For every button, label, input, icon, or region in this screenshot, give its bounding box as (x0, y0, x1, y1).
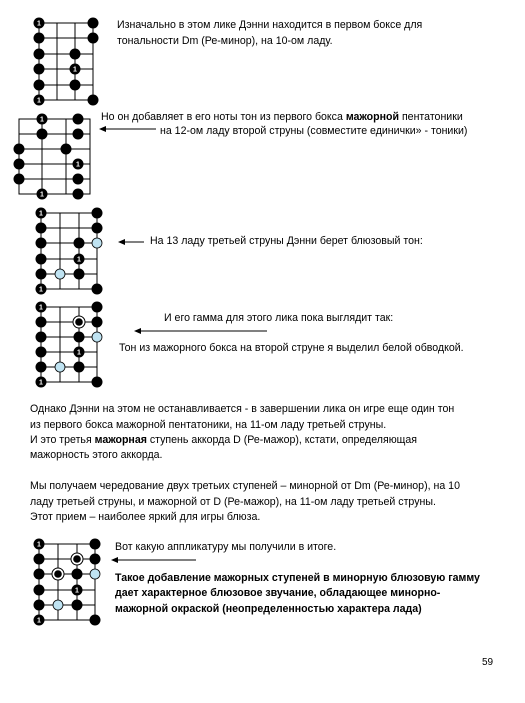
text-p2-line2: ладу третьей струны, и мажорной от D (Ре-мажор), на 11-ом ладу третьей струны. (30, 496, 436, 508)
svg-text:1: 1 (37, 20, 41, 28)
blue-note-dot (53, 600, 63, 610)
arrow-left-icon (110, 555, 198, 565)
text-b4-line1: И его гамма для этого лика пока выглядит так: (164, 312, 394, 324)
fretboard-diagram-5 (26, 535, 106, 630)
blue-note-dot (92, 332, 102, 342)
blue-note-dot (55, 269, 65, 279)
text-p2-line1: Мы получаем чередование двух третьих ступеней – минорной от Dm (Ре-минор), на 10 (30, 480, 460, 492)
blue-note-dot (92, 238, 102, 248)
text-b5-bold3: мажорной окраской (неопределенностью характера лада) (115, 603, 422, 615)
text-p1-line4: мажорность этого аккорда. (30, 449, 163, 461)
arrow-left-icon (98, 124, 158, 134)
text-p1-line2: из первого бокса мажорной пентатоники, на 11-ом ладу третьей струны. (30, 419, 387, 431)
text-b1-line1: Изначально в этом лике Дэнни находится в первом боксе для (117, 19, 423, 31)
svg-text:1: 1 (37, 97, 41, 105)
svg-text:1: 1 (39, 286, 43, 294)
text-b2-line1: Но он добавляет в его ноты тон из первого бокса мажорной пентатоники (101, 111, 463, 123)
text-b3-line1: На 13 ладу третьей струны Дэнни берет блюзовый тон: (150, 235, 423, 247)
arrow-left-icon (117, 237, 145, 247)
svg-text:1: 1 (40, 116, 44, 124)
text-p1-line1: Однако Дэнни на этом не останавливается - в завершении лика он игре еще один тон (30, 403, 455, 415)
text-b4-line2: Тон из мажорного бокса на второй струне я выделил белой обводкой. (119, 342, 464, 354)
text-p1-line3: И это третья мажорная ступень аккорда D (Ре-мажор), кстати, определяющая (30, 434, 417, 446)
svg-text:1: 1 (40, 191, 44, 199)
svg-text:1: 1 (77, 349, 81, 357)
text-b1-line2: тональности Dm (Ре-минор), на 10-ом ладу. (117, 35, 333, 47)
fretboard-diagram-2 (5, 110, 100, 204)
svg-text:1: 1 (73, 66, 77, 74)
text-b5-bold2: дает характерное блюзовое звучание, обладающее минорно- (115, 587, 441, 599)
fretboard-diagram-1 (26, 14, 106, 110)
fretboard-diagram-3 (28, 204, 108, 299)
svg-text:1: 1 (37, 541, 41, 549)
fretboard-diagram-4 (28, 297, 108, 392)
svg-text:1: 1 (75, 587, 79, 595)
svg-text:1: 1 (77, 256, 81, 264)
svg-text:1: 1 (39, 210, 43, 218)
text-b2-line2: на 12-ом ладу второй струны (совместите единички» - тоники) (160, 125, 468, 137)
svg-text:1: 1 (37, 617, 41, 625)
text-b5-bold1: Такое добавление мажорных ступеней в минорную блюзовую гамму (115, 572, 480, 584)
text-p2-line3: Этот прием – наиболее яркий для игры блюза. (30, 511, 261, 523)
text-b5-line1: Вот какую аппликатуру мы получили в итоге. (115, 541, 337, 553)
page-number: 59 (482, 657, 494, 668)
svg-text:1: 1 (39, 379, 43, 387)
svg-text:1: 1 (76, 161, 80, 169)
blue-note-dot (55, 362, 65, 372)
outlined-major-dot (71, 553, 83, 565)
outlined-major-dot (73, 316, 85, 328)
outlined-major-dot (52, 568, 64, 580)
svg-text:1: 1 (39, 304, 43, 312)
blue-note-dot (90, 569, 100, 579)
arrow-left-icon (133, 326, 269, 336)
